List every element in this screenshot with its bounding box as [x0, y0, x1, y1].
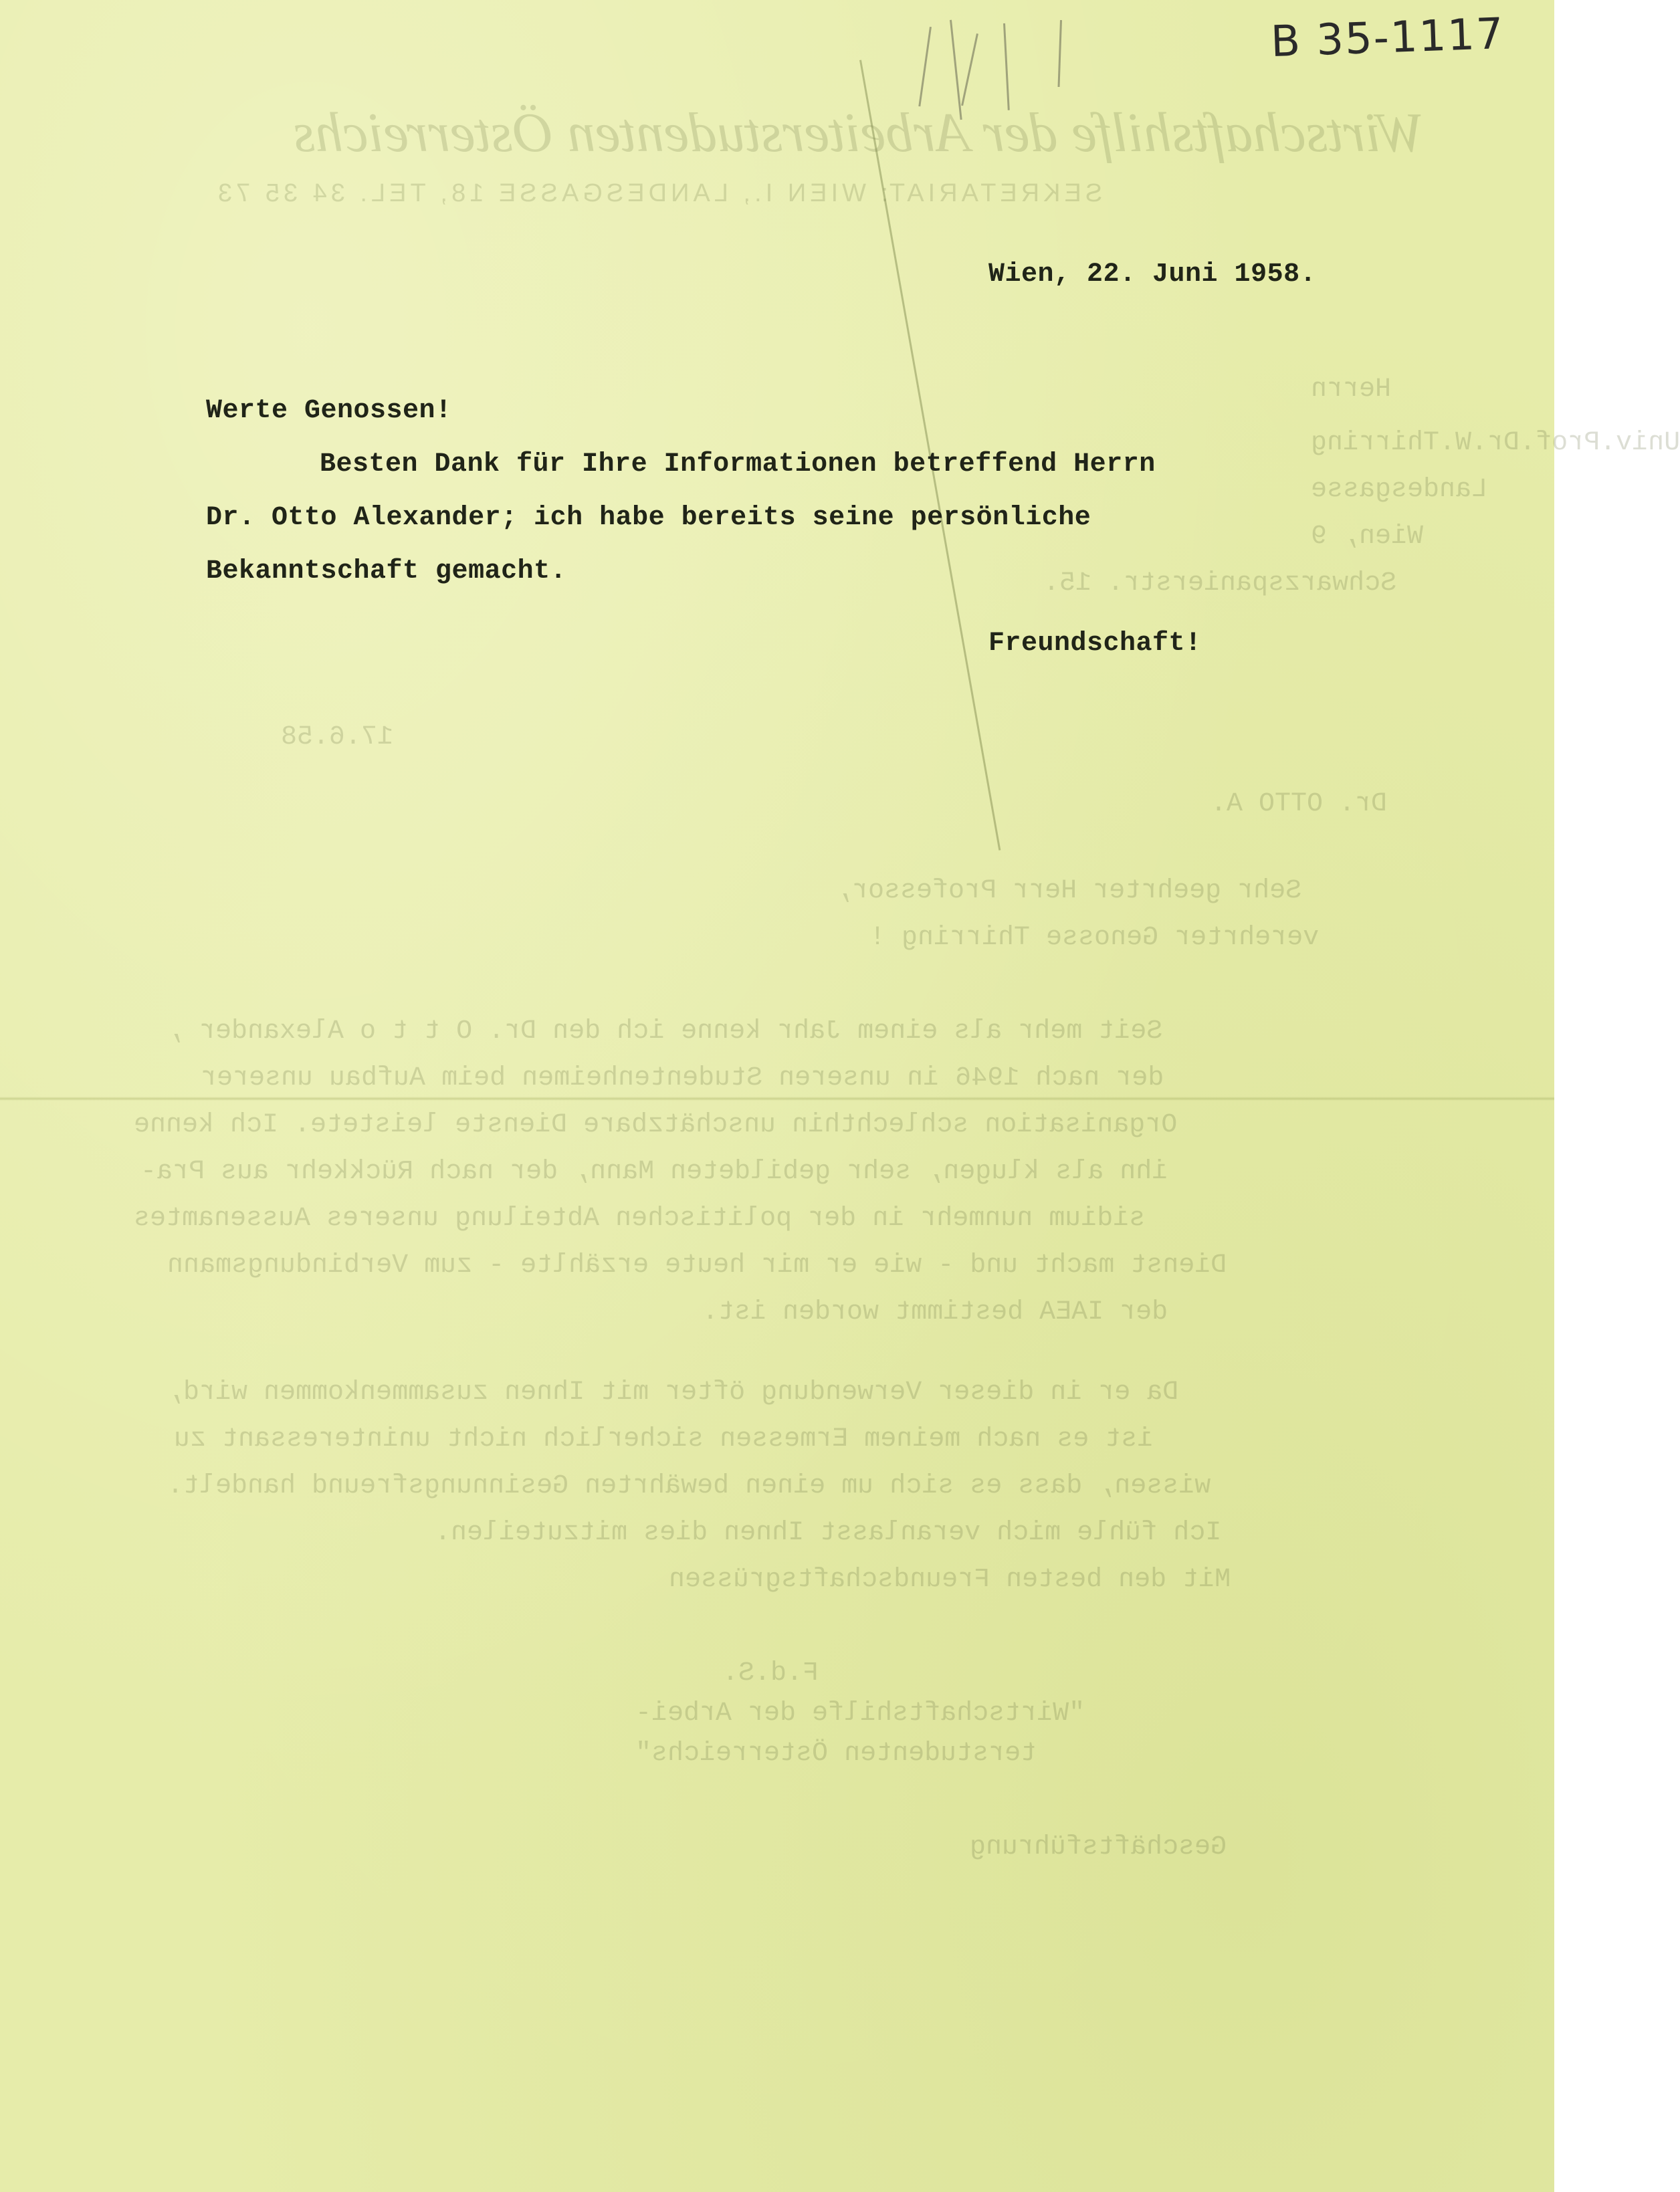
pencil-mark [1058, 20, 1062, 87]
letter-salutation: Werte Genossen! [206, 396, 452, 426]
letter-body-line: Besten Dank für Ihre Informationen betreffend Herrn [320, 449, 1156, 479]
letterhead-bleed: Wirtschaftshilfe der Arbeiterstudenten Österreichs [293, 102, 1425, 164]
archive-reference-number: B 35-1117 [1269, 9, 1505, 68]
pencil-mark [961, 33, 978, 106]
letter-closing: Freundschaft! [988, 629, 1202, 659]
pencil-mark [918, 27, 932, 106]
letter-body-line: Bekanntschaft gemacht. [206, 556, 567, 586]
letter-body-line: Dr. Otto Alexander; ich habe bereits seine persönliche [206, 503, 1091, 533]
letter-date: Wien, 22. Juni 1958. [988, 259, 1317, 290]
pencil-mark [1003, 23, 1010, 110]
fold-crease-horizontal [0, 1097, 1554, 1101]
letterhead-sub-bleed: SEKRETARIAT: WIEN I., LANDESGASSE 18, TEL. 34 35 73 [214, 179, 1103, 207]
reverse-side-bleed: Herrn Univ.Prof.Dr.W.Thirring Landesgasse Wien, 9 Schwarzspanierstr. 15. 17.6.58 Dr. OTTO A. Sehr geehrter Herr Professor, verehrter Genosse Thirring ! Seit mehr als einem Jahr kenne ich den Dr. O t t o Alexander , der nach 1946 in unseren Studentenheimen beim Aufbau unserer Organisation schlechthin unschätzbare Dienste leistete. Ich kenne ihn als klugen, sehr gebildeten Mann, der nach Rückkehr aus Pra- sidium nunmehr in der politischen Abteilung unseres Aussenamtes Dienst macht und - wie er mir heute erzählte - zum Verbindungsmann der IAEA bestimmt worden ist. Da er in dieser Verwendung öfter mit Ihnen zusammenkommen wird, ist es nach meinem Ermessen sicherlich nicht uninteressant zu wissen, dass es sich um einen bewährten Gesinnungsfreund handelt. Ich fühle mich veranlasst Ihnen dies mitzuteilen. Mit den besten Freundschaftsgrüssen F.d.S. "Wirtschaftshilfe der Arbei- terstudenten Österreichs" Geschäftsführung [134, 374, 1680, 1862]
